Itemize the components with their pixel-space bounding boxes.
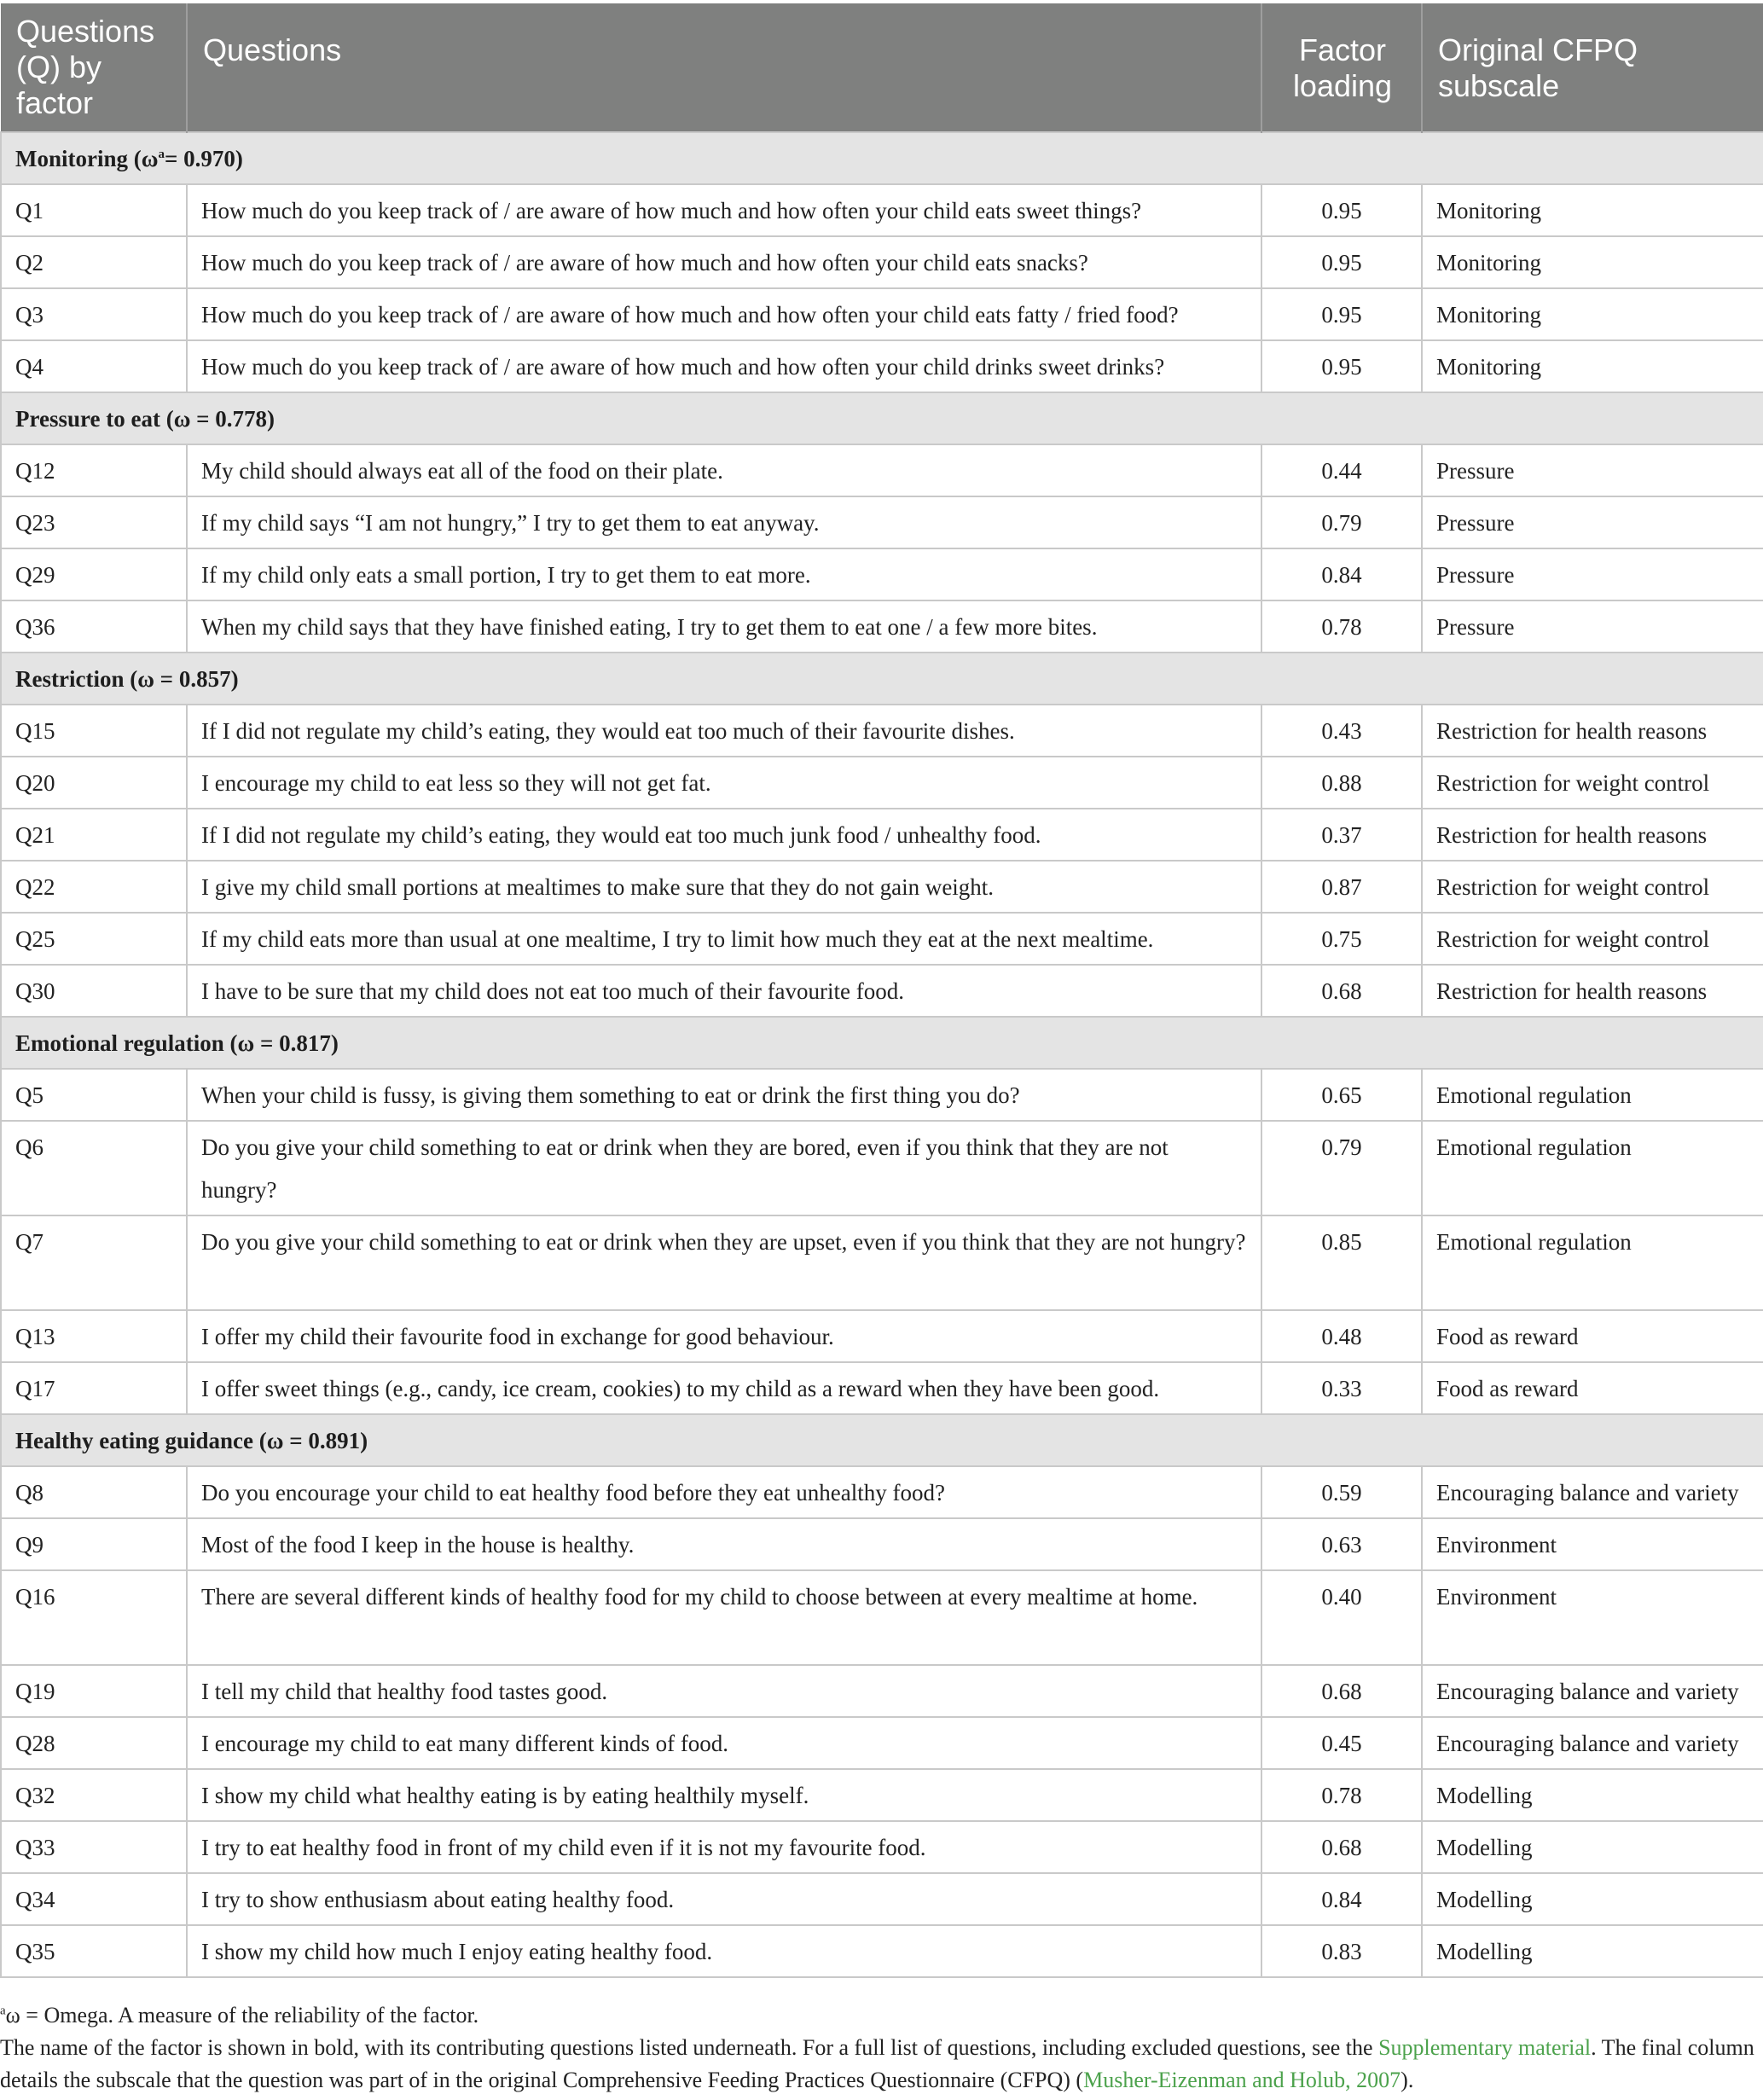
question-text: I encourage my child to eat less so they will not get fat. xyxy=(187,757,1261,809)
question-id: Q1 xyxy=(1,184,187,236)
question-id: Q33 xyxy=(1,1821,187,1873)
factor-loading: 0.68 xyxy=(1261,965,1422,1017)
footnote-description: The name of the factor is shown in bold, with its contributing questions listed underneath. For a full list of questions, including excluded questions, see the Supplementary material. The final column details the subscale that the question was part of in the original Comprehensive Feeding Practices Questionnaire (CFPQ) (Musher-Eizenman and Holub, 2007). xyxy=(0,2035,1754,2092)
question-id: Q25 xyxy=(1,913,187,965)
question-id: Q7 xyxy=(1,1215,187,1310)
table-row xyxy=(1,444,1763,496)
question-text: How much do you keep track of / are aware of how much and how often your child drinks sweet drinks? xyxy=(187,340,1261,392)
cfpq-subscale: Restriction for weight control xyxy=(1422,861,1763,913)
question-id: Q8 xyxy=(1,1466,187,1518)
factor-loading: 0.68 xyxy=(1261,1665,1422,1717)
section-title: Pressure to eat (ω = 0.778) xyxy=(1,392,1763,444)
section-title: Emotional regulation (ω = 0.817) xyxy=(1,1017,1763,1069)
factor-loading: 0.68 xyxy=(1261,1821,1422,1873)
cfpq-subscale: Monitoring xyxy=(1422,288,1763,340)
question-id: Q17 xyxy=(1,1362,187,1414)
question-text: I encourage my child to eat many different kinds of food. xyxy=(187,1717,1261,1769)
table-row xyxy=(1,705,1763,757)
factor-loading: 0.37 xyxy=(1261,809,1422,861)
table-row xyxy=(1,600,1763,653)
factor-loading: 0.40 xyxy=(1261,1570,1422,1665)
factor-loading: 0.59 xyxy=(1261,1466,1422,1518)
table-row xyxy=(1,236,1763,288)
question-text: When my child says that they have finished eating, I try to get them to eat one / a few more bites. xyxy=(187,600,1261,653)
table-row xyxy=(1,496,1763,548)
header-row xyxy=(1,3,1763,132)
question-text: How much do you keep track of / are aware of how much and how often your child eats sweet things? xyxy=(187,184,1261,236)
question-id: Q9 xyxy=(1,1518,187,1570)
question-text: I offer my child their favourite food in exchange for good behaviour. xyxy=(187,1310,1261,1362)
header-questions-by-factor: Questions (Q) by factor xyxy=(1,3,187,132)
section-header-row xyxy=(1,1017,1763,1069)
cfpq-subscale: Pressure xyxy=(1422,548,1763,600)
table-row xyxy=(1,1925,1763,1977)
question-id: Q22 xyxy=(1,861,187,913)
cfpq-subscale: Pressure xyxy=(1422,444,1763,496)
question-id: Q23 xyxy=(1,496,187,548)
question-text: If my child only eats a small portion, I try to get them to eat more. xyxy=(187,548,1261,600)
cfpq-subscale: Modelling xyxy=(1422,1873,1763,1925)
question-text: I try to eat healthy food in front of my child even if it is not my favourite food. xyxy=(187,1821,1261,1873)
cfpq-subscale: Modelling xyxy=(1422,1821,1763,1873)
factor-loading: 0.83 xyxy=(1261,1925,1422,1977)
question-text: There are several different kinds of healthy food for my child to choose between at every mealtime at home. xyxy=(187,1570,1261,1665)
factor-loading: 0.95 xyxy=(1261,184,1422,236)
question-text: If I did not regulate my child’s eating, they would eat too much junk food / unhealthy food. xyxy=(187,809,1261,861)
header-factor-loading: Factor loading xyxy=(1261,3,1422,132)
cfpq-subscale: Encouraging balance and variety xyxy=(1422,1466,1763,1518)
table-row xyxy=(1,184,1763,236)
question-id: Q2 xyxy=(1,236,187,288)
cfpq-subscale: Monitoring xyxy=(1422,340,1763,392)
factor-loading: 0.95 xyxy=(1261,340,1422,392)
question-text: I show my child how much I enjoy eating healthy food. xyxy=(187,1925,1261,1977)
factor-loading: 0.78 xyxy=(1261,600,1422,653)
cfpq-subscale: Emotional regulation xyxy=(1422,1215,1763,1310)
table-row xyxy=(1,1570,1763,1665)
factor-loading: 0.43 xyxy=(1261,705,1422,757)
table-row xyxy=(1,340,1763,392)
table-row xyxy=(1,861,1763,913)
factor-loading: 0.88 xyxy=(1261,757,1422,809)
cfpq-subscale: Monitoring xyxy=(1422,184,1763,236)
table-row xyxy=(1,1362,1763,1414)
question-text: Do you give your child something to eat or drink when they are upset, even if you think that they are not hungry? xyxy=(187,1215,1261,1310)
table-row xyxy=(1,1215,1763,1310)
question-id: Q12 xyxy=(1,444,187,496)
table-row xyxy=(1,548,1763,600)
table-row xyxy=(1,757,1763,809)
factor-loading: 0.95 xyxy=(1261,288,1422,340)
factor-loading: 0.79 xyxy=(1261,1121,1422,1215)
cfpq-subscale: Encouraging balance and variety xyxy=(1422,1665,1763,1717)
question-id: Q19 xyxy=(1,1665,187,1717)
question-text: Do you give your child something to eat or drink when they are bored, even if you think that they are not hungry? xyxy=(187,1121,1261,1215)
factor-loading: 0.63 xyxy=(1261,1518,1422,1570)
question-text: I give my child small portions at mealtimes to make sure that they do not gain weight. xyxy=(187,861,1261,913)
table-row xyxy=(1,1310,1763,1362)
question-text: Most of the food I keep in the house is healthy. xyxy=(187,1518,1261,1570)
table-row xyxy=(1,1717,1763,1769)
question-id: Q30 xyxy=(1,965,187,1017)
question-text: If my child says “I am not hungry,” I try to get them to eat anyway. xyxy=(187,496,1261,548)
table-row xyxy=(1,1821,1763,1873)
table-row xyxy=(1,1518,1763,1570)
question-text: I try to show enthusiasm about eating healthy food. xyxy=(187,1873,1261,1925)
question-id: Q4 xyxy=(1,340,187,392)
question-text: How much do you keep track of / are aware of how much and how often your child eats snacks? xyxy=(187,236,1261,288)
citation-link[interactable]: Musher-Eizenman and Holub, 2007 xyxy=(1083,2068,1401,2092)
question-id: Q28 xyxy=(1,1717,187,1769)
factor-loading: 0.33 xyxy=(1261,1362,1422,1414)
cfpq-subscale: Restriction for health reasons xyxy=(1422,965,1763,1017)
factor-loading: 0.95 xyxy=(1261,236,1422,288)
question-id: Q21 xyxy=(1,809,187,861)
table-row xyxy=(1,965,1763,1017)
header-questions: Questions xyxy=(187,3,1261,132)
table-body xyxy=(1,132,1763,1977)
table-row xyxy=(1,1069,1763,1121)
question-text: If my child eats more than usual at one mealtime, I try to limit how much they eat at the next mealtime. xyxy=(187,913,1261,965)
factor-loading: 0.45 xyxy=(1261,1717,1422,1769)
factor-loading: 0.65 xyxy=(1261,1069,1422,1121)
table-row xyxy=(1,1466,1763,1518)
question-text: If I did not regulate my child’s eating, they would eat too much of their favourite dishes. xyxy=(187,705,1261,757)
supplementary-material-link[interactable]: Supplementary material xyxy=(1378,2035,1592,2060)
cfpq-subscale: Restriction for weight control xyxy=(1422,913,1763,965)
factor-loading: 0.78 xyxy=(1261,1769,1422,1821)
section-header-row xyxy=(1,1414,1763,1466)
factor-table xyxy=(0,3,1763,1978)
section-title: Healthy eating guidance (ω = 0.891) xyxy=(1,1414,1763,1466)
question-id: Q20 xyxy=(1,757,187,809)
cfpq-subscale: Emotional regulation xyxy=(1422,1121,1763,1215)
question-id: Q6 xyxy=(1,1121,187,1215)
question-id: Q5 xyxy=(1,1069,187,1121)
question-id: Q16 xyxy=(1,1570,187,1665)
cfpq-subscale: Restriction for weight control xyxy=(1422,757,1763,809)
cfpq-subscale: Pressure xyxy=(1422,600,1763,653)
question-id: Q3 xyxy=(1,288,187,340)
section-header-row xyxy=(1,132,1763,184)
section-header-row xyxy=(1,392,1763,444)
table-row xyxy=(1,1121,1763,1215)
header-original-subscale: Original CFPQ subscale xyxy=(1422,3,1763,132)
cfpq-subscale: Monitoring xyxy=(1422,236,1763,288)
cfpq-subscale: Food as reward xyxy=(1422,1362,1763,1414)
question-id: Q36 xyxy=(1,600,187,653)
section-title: Monitoring $(\omega^a= 0.970)$ xyxy=(1,132,1763,184)
question-id: Q13 xyxy=(1,1310,187,1362)
question-text: I offer sweet things (e.g., candy, ice cream, cookies) to my child as a reward when they have been good. xyxy=(187,1362,1261,1414)
table-row xyxy=(1,1873,1763,1925)
table-row xyxy=(1,913,1763,965)
factor-loading: 0.84 xyxy=(1261,548,1422,600)
factor-loading: 0.79 xyxy=(1261,496,1422,548)
question-text: I have to be sure that my child does not eat too much of their favourite food. xyxy=(187,965,1261,1017)
factor-loading: 0.87 xyxy=(1261,861,1422,913)
question-text: My child should always eat all of the food on their plate. xyxy=(187,444,1261,496)
table-row xyxy=(1,288,1763,340)
cfpq-subscale: Environment xyxy=(1422,1518,1763,1570)
table-row xyxy=(1,809,1763,861)
table-row xyxy=(1,1769,1763,1821)
cfpq-subscale: Encouraging balance and variety xyxy=(1422,1717,1763,1769)
question-id: Q35 xyxy=(1,1925,187,1977)
cfpq-subscale: Pressure xyxy=(1422,496,1763,548)
cfpq-subscale: Environment xyxy=(1422,1570,1763,1665)
question-id: Q34 xyxy=(1,1873,187,1925)
question-id: Q15 xyxy=(1,705,187,757)
section-title: Restriction (ω = 0.857) xyxy=(1,653,1763,705)
factor-loading: 0.84 xyxy=(1261,1873,1422,1925)
question-text: Do you encourage your child to eat healthy food before they eat unhealthy food? xyxy=(187,1466,1261,1518)
factor-loading: 0.44 xyxy=(1261,444,1422,496)
cfpq-subscale: Food as reward xyxy=(1422,1310,1763,1362)
cfpq-subscale: Modelling xyxy=(1422,1769,1763,1821)
table-row xyxy=(1,1665,1763,1717)
factor-loading: 0.75 xyxy=(1261,913,1422,965)
factor-loading: 0.85 xyxy=(1261,1215,1422,1310)
cfpq-subscale: Emotional regulation xyxy=(1422,1069,1763,1121)
table-footnote xyxy=(0,1999,1763,2097)
factor-loading: 0.48 xyxy=(1261,1310,1422,1362)
question-text: I show my child what healthy eating is by eating healthily myself. xyxy=(187,1769,1261,1821)
question-id: Q32 xyxy=(1,1769,187,1821)
question-id: Q29 xyxy=(1,548,187,600)
footnote-omega: $^a$ω = Omega. A measure of the reliability of the factor. xyxy=(0,2003,479,2027)
question-text: I tell my child that healthy food tastes good. xyxy=(187,1665,1261,1717)
section-header-row xyxy=(1,653,1763,705)
question-text: When your child is fussy, is giving them something to eat or drink the first thing you do? xyxy=(187,1069,1261,1121)
cfpq-subscale: Modelling xyxy=(1422,1925,1763,1977)
question-text: How much do you keep track of / are aware of how much and how often your child eats fatty / fried food? xyxy=(187,288,1261,340)
cfpq-subscale: Restriction for health reasons xyxy=(1422,705,1763,757)
cfpq-subscale: Restriction for health reasons xyxy=(1422,809,1763,861)
